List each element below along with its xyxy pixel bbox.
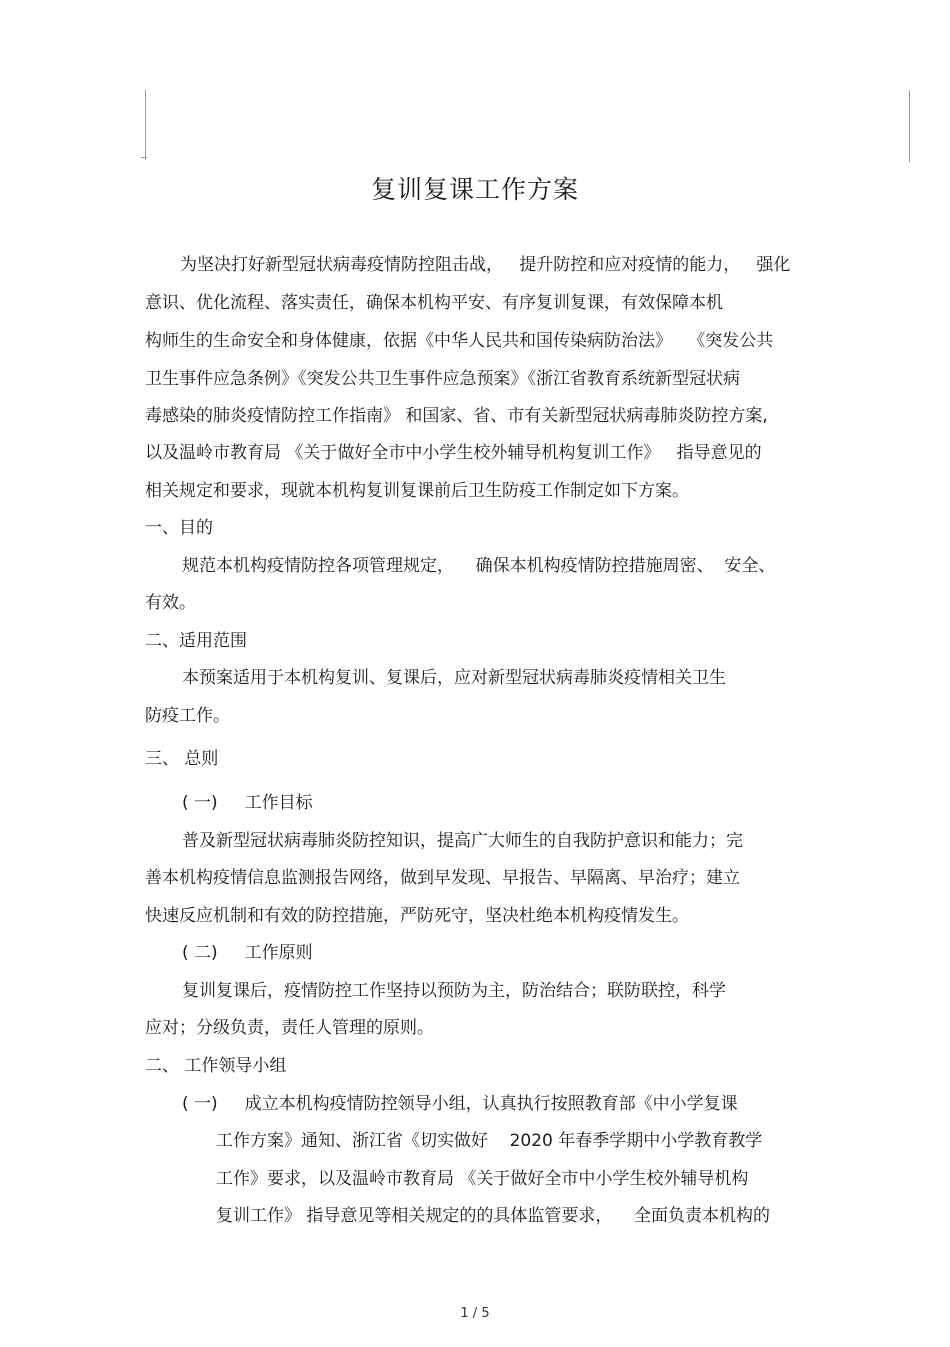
subsection-heading: ( 二) 工作原则 [182, 943, 313, 963]
paragraph-line: 防疫工作。 [145, 706, 230, 726]
paragraph-line: 意识、优化流程、落实责任，确保本机构平安、有序复训复课，有效保障本机 [145, 293, 723, 313]
paragraph-line: 应对；分级负责，责任人管理的原则。 [145, 1018, 434, 1038]
paragraph-line: 规范本机构疫情防控各项管理规定， 确保本机构疫情防控措施周密、 安全、 [182, 556, 776, 576]
paragraph-line: 以及温岭市教育局 《关于做好全市中小学生校外辅导机构复训工作》 指导意见的 [145, 443, 762, 463]
paragraph-line: ( 一) 成立本机构疫情防控领导小组，认真执行按照教育部《中小学复课 [182, 1094, 738, 1114]
section-heading: 二、适用范围 [145, 631, 247, 651]
paragraph-line: 为坚决打好新型冠状病毒疫情防控阻击战， 提升防控和应对疫情的能力， 强化 [180, 255, 791, 275]
paragraph-line: 毒感染的肺炎疫情防控工作指南》 和国家、省、市有关新型冠状病毒肺炎防控方案, [145, 406, 768, 426]
paragraph-line: 本预案适用于本机构复训、复课后，应对新型冠状病毒肺炎疫情相关卫生 [182, 668, 726, 688]
paragraph-line: 卫生事件应急条例》《突发公共卫生事件应急预案》《浙江省教育系统新型冠状病 [145, 369, 740, 389]
crop-mark-left [145, 90, 146, 160]
paragraph-line: 有效。 [145, 593, 196, 613]
crop-mark-left-tick [141, 157, 147, 158]
document-title: 复训复课工作方案 [370, 175, 579, 204]
subsection-heading: ( 一) 工作目标 [182, 793, 313, 813]
paragraph-line: 普及新型冠状病毒肺炎防控知识，提高广大师生的自我防护意识和能力；完 [182, 831, 743, 851]
paragraph-line: 相关规定和要求，现就本机构复训复课前后卫生防疫工作制定如下方案。 [145, 481, 689, 501]
section-heading: 一、目的 [145, 518, 213, 538]
paragraph-line: 构师生的生命安全和身体健康，依据《中华人民共和国传染病防治法》 《突发公共 [145, 331, 774, 351]
section-heading: 二、 工作领导小组 [145, 1056, 287, 1076]
paragraph-line: 复训复课后，疫情防控工作坚持以预防为主，防治结合；联防联控，科学 [182, 981, 726, 1001]
page-number: 1 / 5 [460, 1306, 490, 1321]
crop-mark-right [909, 90, 910, 162]
section-heading: 三、 总则 [145, 749, 219, 769]
paragraph-line: 复训工作》 指导意见等相关规定的的具体监管要求， 全面负责本机构的 [216, 1206, 771, 1226]
paragraph-line: 工作方案》通知、浙江省《切实做好 2020 年春季学期中小学教育教学 [216, 1131, 763, 1151]
paragraph-line: 快速反应机制和有效的防控措施，严防死守，坚决杜绝本机构疫情发生。 [145, 906, 689, 926]
paragraph-line: 工作》要求，以及温岭市教育局 《关于做好全市中小学生校外辅导机构 [216, 1169, 749, 1189]
paragraph-line: 善本机构疫情信息监测报告网络，做到早发现、早报告、早隔离、早治疗；建立 [145, 868, 740, 888]
